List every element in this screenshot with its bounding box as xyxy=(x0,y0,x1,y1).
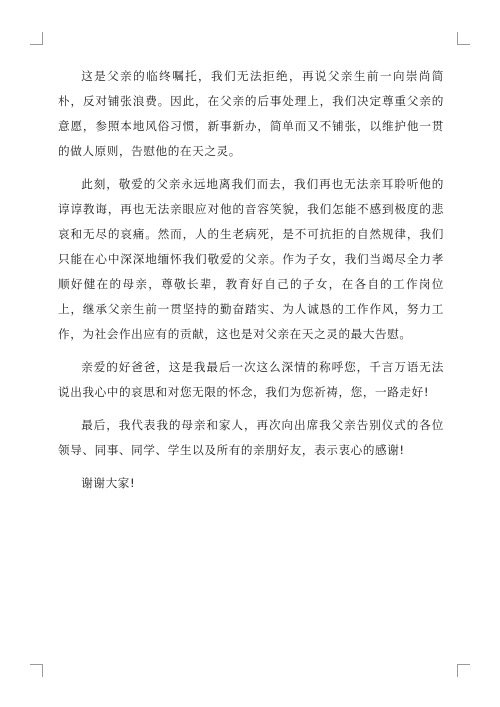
bottom-right-corner-mark xyxy=(457,664,470,677)
paragraph-farewell-to-father: 亲爱的好爸爸，这是我最后一次这么深情的称呼您，千言万语无法说出我心中的哀思和对您无限的怀念，我们为您祈祷，您，一路走好! xyxy=(58,360,444,399)
paragraph-thanks-to-attendees: 最后，我代表我的母亲和家人，再次向出席我父亲告别仪式的各位领导、同事、同学、学生以及所有的亲朋好友，表示衷心的感谢! xyxy=(58,418,444,457)
document-body xyxy=(58,64,444,504)
bottom-left-corner-mark xyxy=(30,664,43,677)
top-right-corner-mark xyxy=(457,32,470,45)
top-left-corner-mark xyxy=(30,32,43,45)
paragraph-father-last-wish: 这是父亲的临终嘱托，我们无法拒绝，再说父亲生前一向崇尚简朴，反对铺张浪费。因此，在父亲的后事处理上，我们决定尊重父亲的意愿，参照本地风俗习惯，新事新办，简单而又不铺张，以维护他一贯的做人原则，告慰他的在天之灵。 xyxy=(58,69,444,158)
paragraph-mourning: 此刻，敬爱的父亲永远地离我们而去，我们再也无法亲耳聆听他的谆谆教诲，再也无法亲眼应对他的音容笑貌，我们怎能不感到极度的悲哀和无尽的哀痛。然而，人的生老病死，是不可抗拒的自然规律，我们只能在心中深深地缅怀我们敬爱的父亲。作为子女，我们当竭尽全力孝顺好健在的母亲，尊敬长辈，教育好自己的子女，在各自的工作岗位上，继承父亲生前一贯坚持的勤奋踏实、为人诚恳的工作作风，努力工作，为社会作出应有的贡献，这也是对父亲在天之灵的最大告慰。 xyxy=(58,177,444,341)
paragraph-closing: 谢谢大家! xyxy=(81,476,136,490)
